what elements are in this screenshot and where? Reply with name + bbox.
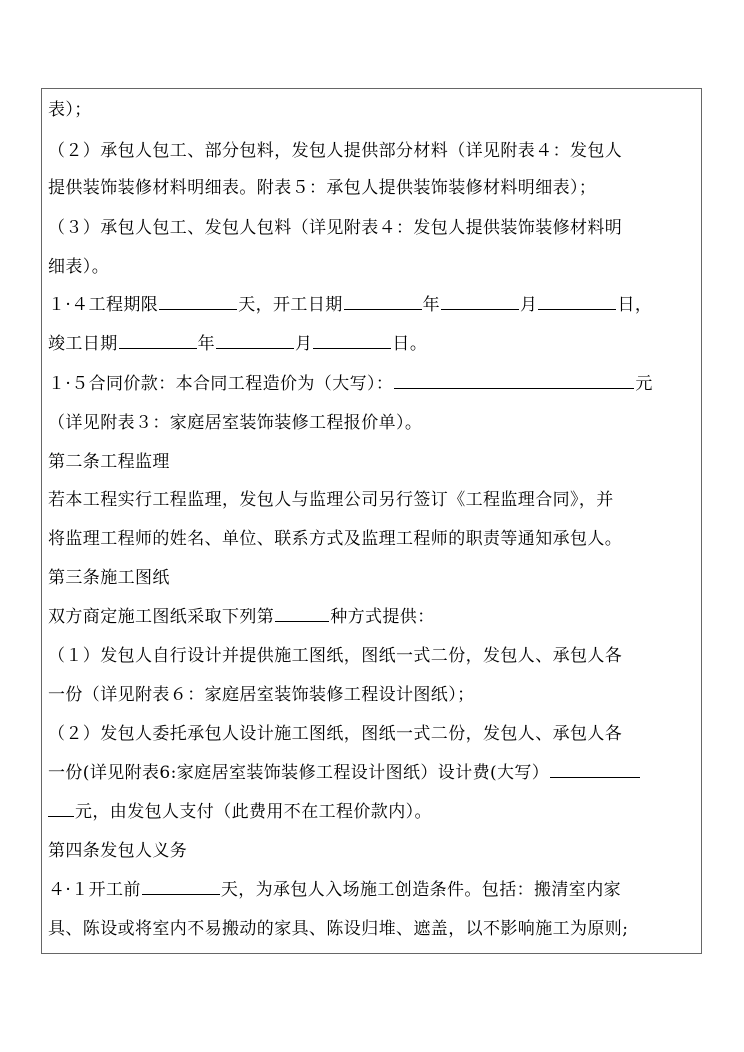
fill-in-blank[interactable] — [48, 798, 74, 817]
label: 日， — [617, 295, 653, 315]
text-line: （详见附表３：家庭居室装饰装修工程报价单）。 — [48, 413, 423, 433]
label: 种方式提供： — [330, 607, 435, 627]
text-line: （３）承包人包工、发包人包料（详见附表４：发包人提供装饰装修材料明 — [48, 218, 623, 238]
label: 一份(详见附表6:家庭居室装饰装修工程设计图纸）设计费(大写） — [48, 763, 550, 783]
label: １·４工程期限 — [48, 295, 159, 315]
fill-in-blank[interactable] — [275, 603, 329, 622]
text-line: （２）承包人包工、部分包料，发包人提供部分材料（详见附表４：发包人 — [48, 141, 623, 161]
label: 月 — [520, 295, 538, 315]
text-line: 细表）。 — [48, 257, 110, 277]
label: 天，开工日期 — [238, 295, 343, 315]
label: 竣工日期 — [48, 334, 118, 354]
fill-in-blank[interactable] — [441, 291, 519, 310]
text-line-completion-date — [48, 329, 700, 359]
text-line-design-fee-cont — [48, 797, 700, 827]
fill-in-blank[interactable] — [538, 291, 616, 310]
label: ４·１开工前 — [48, 880, 141, 900]
text-line-contract-price — [48, 369, 700, 399]
label: 天，为承包人入场施工创造条件。包括：搬清室内家 — [220, 880, 622, 900]
label: １·５合同价款：本合同工程造价为（大写）： — [48, 374, 394, 394]
section-heading: 第二条工程监理 — [48, 452, 170, 472]
text-line-construction-period — [48, 290, 700, 320]
fill-in-blank[interactable] — [550, 759, 640, 778]
label: 日。 — [392, 334, 428, 354]
text-line-design-fee — [48, 758, 700, 788]
text-line: 一份（详见附表６：家庭居室装饰装修工程设计图纸）； — [48, 685, 475, 705]
fill-in-blank[interactable] — [313, 330, 391, 349]
fill-in-blank[interactable] — [394, 370, 634, 389]
text-line: 表）； — [48, 100, 92, 120]
fill-in-blank[interactable] — [119, 330, 197, 349]
label: 年 — [422, 295, 441, 315]
text-line: （２）发包人委托承包人设计施工图纸，图纸一式二份，发包人、承包人各 — [48, 724, 623, 744]
section-heading: 第四条发包人义务 — [48, 841, 188, 861]
text-line: 将监理工程师的姓名、单位、联系方式及监理工程师的职责等通知承包人。 — [48, 529, 623, 549]
fill-in-blank[interactable] — [344, 291, 422, 310]
text-line-preparation — [48, 875, 700, 905]
label: 元 — [635, 374, 653, 394]
text-line-drawing-method — [48, 602, 700, 632]
text-line: 提供装饰装修材料明细表。附表５：承包人提供装饰装修材料明细表）； — [48, 178, 597, 198]
fill-in-blank[interactable] — [159, 291, 237, 310]
section-heading: 第三条施工图纸 — [48, 568, 170, 588]
fill-in-blank[interactable] — [216, 330, 294, 349]
label: 双方商定施工图纸采取下列第 — [48, 607, 275, 627]
text-line: （１）发包人自行设计并提供施工图纸，图纸一式二份，发包人、承包人各 — [48, 646, 623, 666]
fill-in-blank[interactable] — [142, 876, 220, 895]
label: 年 — [197, 334, 216, 354]
text-line: 具、陈设或将室内不易搬动的家具、陈设归堆、遮盖，以不影响施工为原则; — [48, 919, 629, 939]
text-line: 若本工程实行工程监理，发包人与监理公司另行签订《工程监理合同》，并 — [48, 490, 614, 510]
label: 元，由发包人支付（此费用不在工程价款内）。 — [75, 802, 432, 822]
label: 月 — [295, 334, 313, 354]
